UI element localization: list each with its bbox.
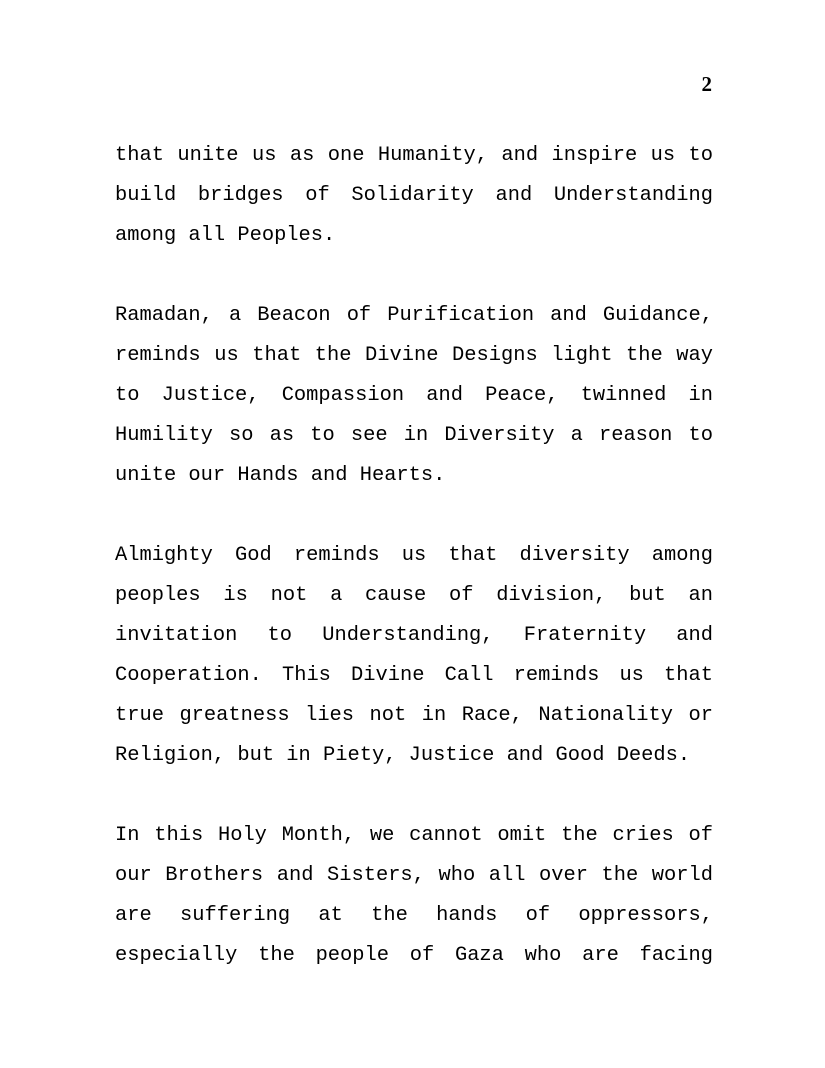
paragraph-4: In this Holy Month, we cannot omit the cries of our Brothers and Sisters, who all over the world are suffering at the hands of oppressors, especially the people of Gaza who are facing [115, 824, 713, 967]
document-body [115, 136, 713, 976]
paragraph-2: Ramadan, a Beacon of Purification and Guidance, reminds us that the Divine Designs light the way to Justice, Compassion and Peace, twinned in Humility so as to see in Diversity a reason to unite our Hands and Hearts. [115, 304, 713, 487]
page-number: 2 [701, 72, 712, 96]
paragraph-3: Almighty God reminds us that diversity among peoples is not a cause of division, but an invitation to Understanding, Fraternity and Cooperation. This Divine Call reminds us that true greatness lies not in Race, Nationality or Religion, but in Piety, Justice and Good Deeds. [115, 544, 713, 767]
paragraph-1: that unite us as one Humanity, and inspire us to build bridges of Solidarity and Understanding among all Peoples. [115, 144, 713, 247]
